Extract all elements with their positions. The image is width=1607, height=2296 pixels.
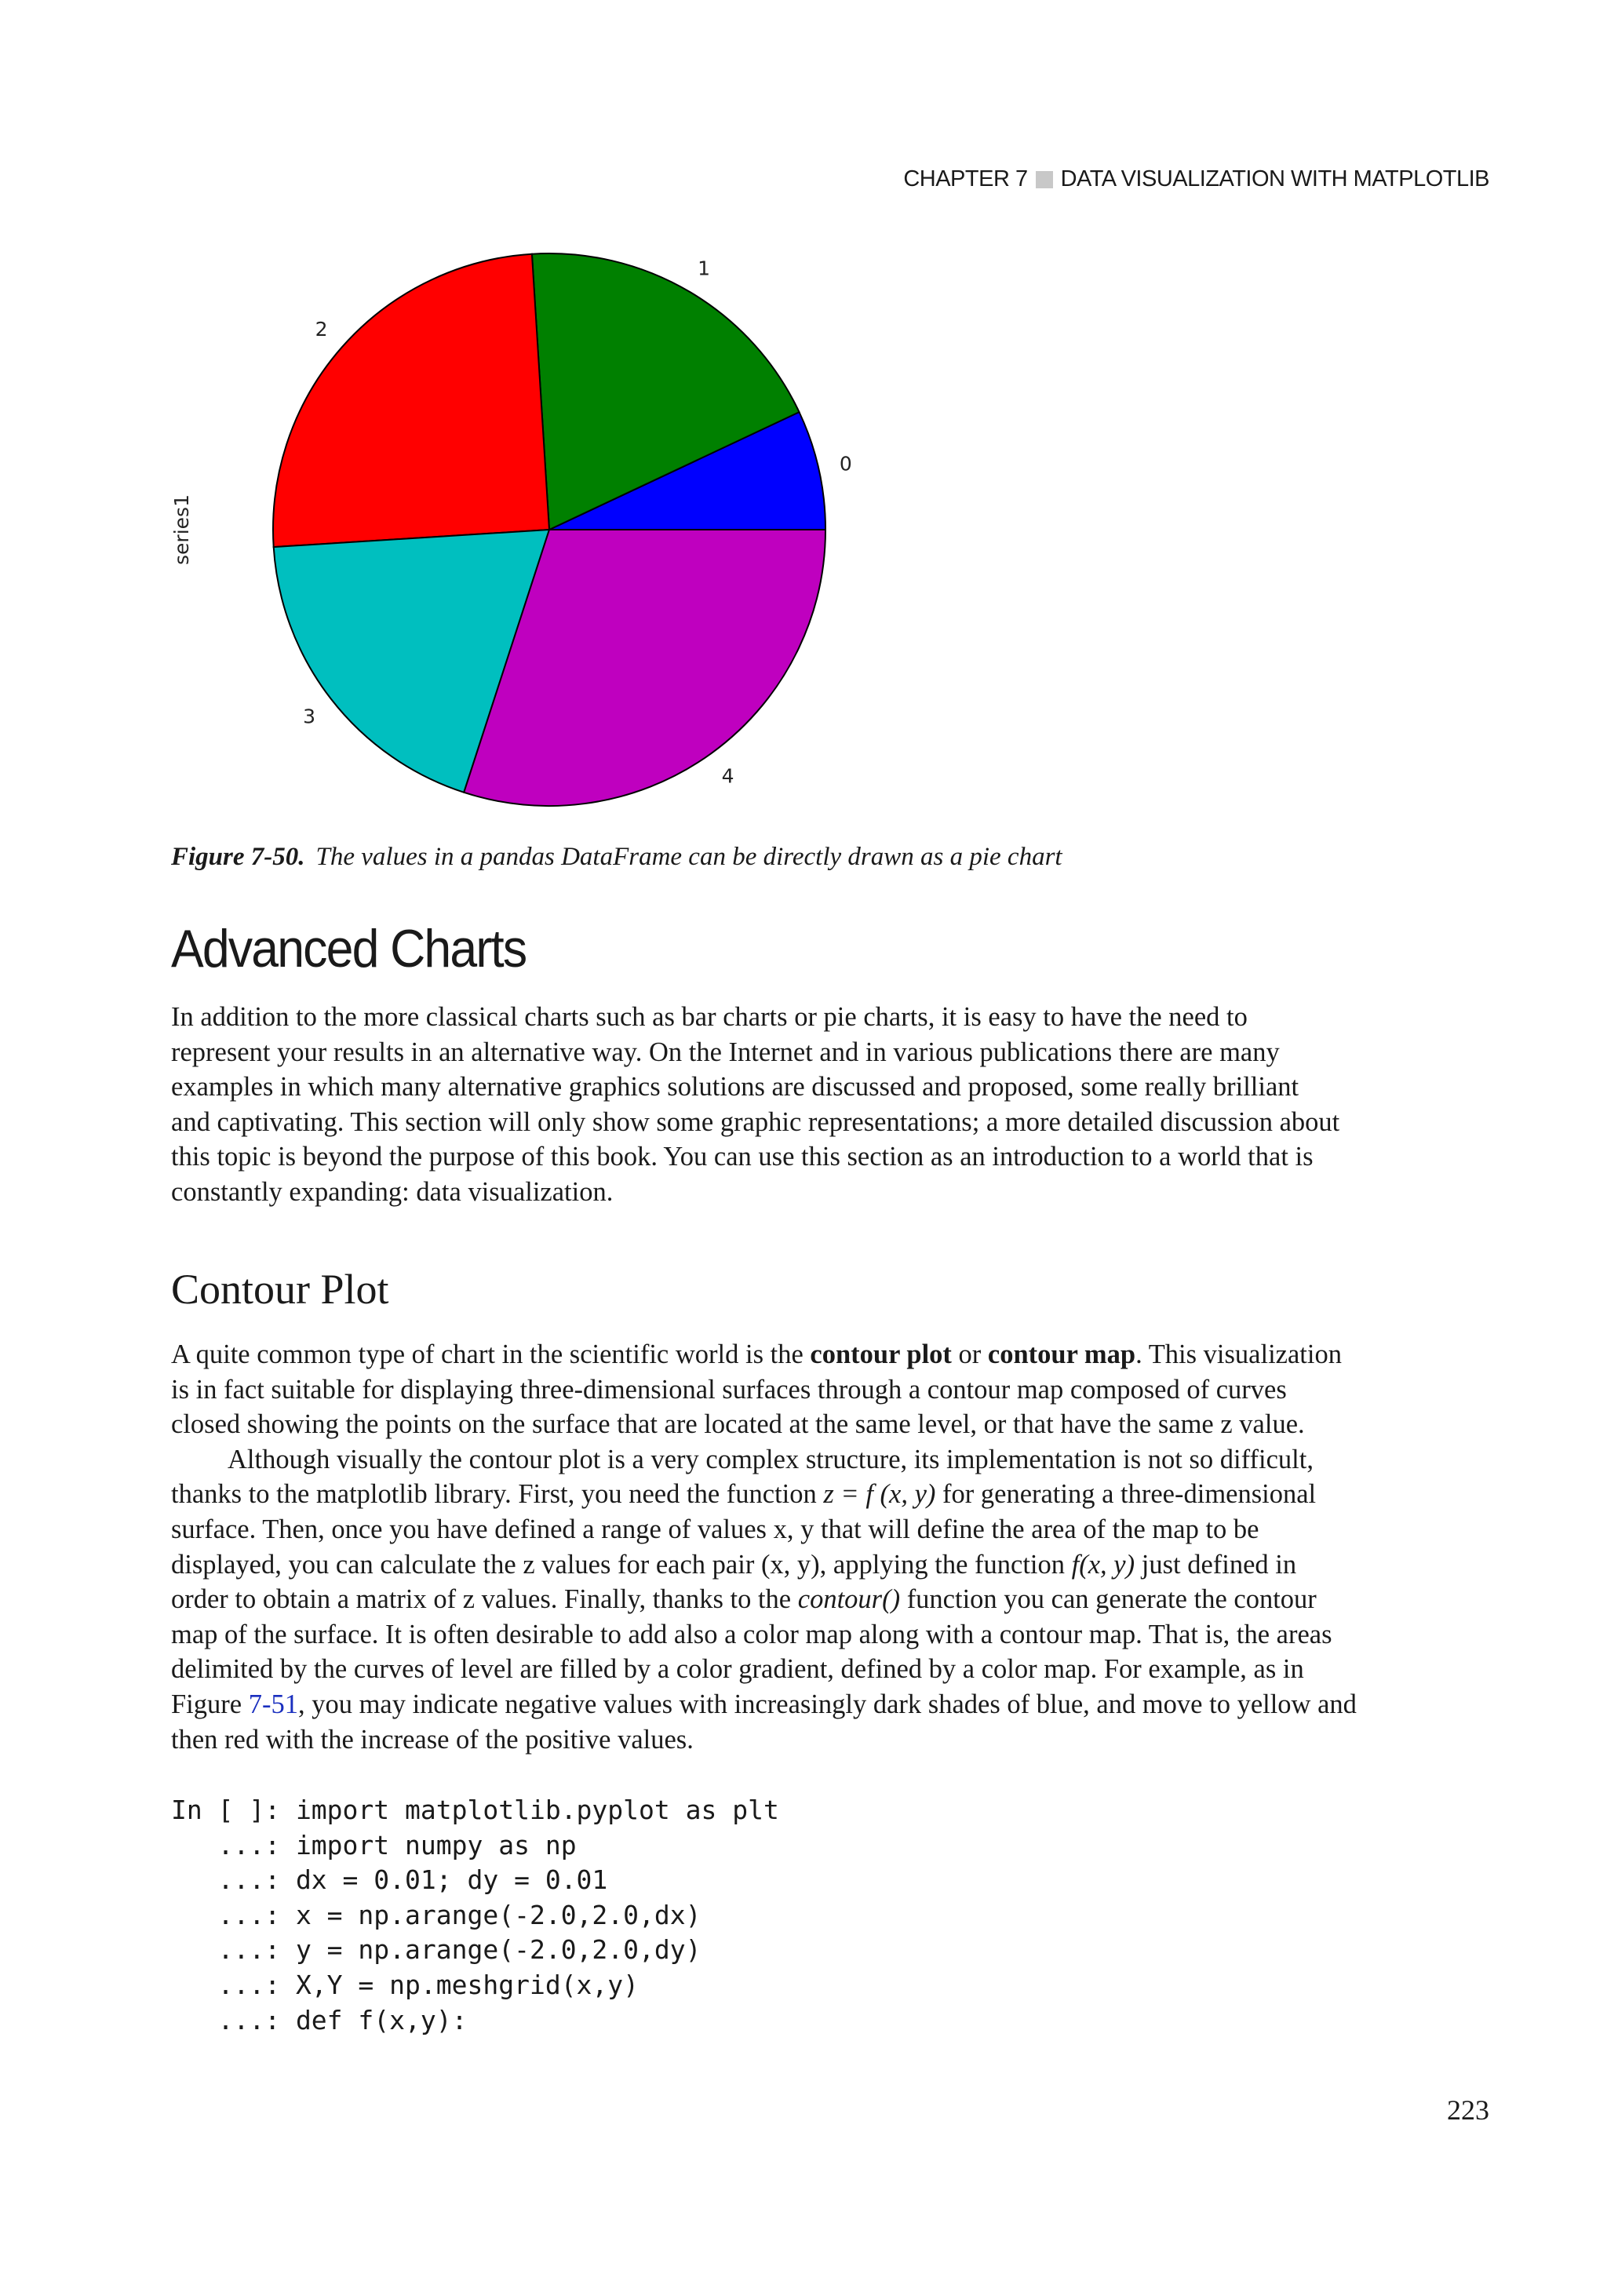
pie-label-3: 3: [303, 705, 316, 728]
function-contour: contour(): [797, 1584, 901, 1615]
contour-line: Although visually the contour plot is a very complex structure, its implementation is not so difficult,: [228, 1444, 1314, 1474]
pie-label-2: 2: [315, 317, 328, 341]
contour-line: delimited by the curves of level are filled by a color gradient, defined by a color map. For example, as in: [171, 1654, 1304, 1685]
text-run: Figure: [171, 1689, 249, 1719]
contour-line: [171, 1582, 1505, 1617]
text-run: . This visualization: [1135, 1339, 1342, 1369]
text-run: or: [951, 1339, 988, 1369]
running-head: [903, 166, 1489, 192]
code-line: ...: y = np.arange(-2.0,2.0,dy): [171, 1934, 701, 1966]
figure-link[interactable]: 7-51: [248, 1689, 298, 1719]
intro-line: represent your results in an alternative way. On the Internet and in various publications there are many: [171, 1037, 1280, 1067]
subsection-title: Contour Plot: [171, 1266, 389, 1313]
text-run: for generating a three-dimensional: [935, 1479, 1317, 1510]
intro-line: this topic is beyond the purpose of this book. You can use this section as an introduction to a world that is: [171, 1142, 1314, 1172]
chapter-label: CHAPTER 7: [903, 166, 1028, 191]
contour-line: map of the surface. It is often desirable to add also a color map along with a contour map. That is, the areas: [171, 1619, 1332, 1649]
code-line: ...: X,Y = np.meshgrid(x,y): [171, 1969, 640, 2000]
formula-f: f(x, y): [1071, 1549, 1135, 1580]
code-line: In [ ]: import matplotlib.pyplot as plt: [171, 1795, 779, 1825]
page-number: 223: [1447, 2094, 1489, 2126]
contour-line: [171, 1337, 1505, 1372]
contour-line: [171, 1547, 1505, 1583]
text-run: thanks to the matplotlib library. First, you need the function: [171, 1479, 824, 1510]
section-title: Advanced Charts: [171, 919, 527, 979]
text-run: order to obtain a matrix of z values. Finally, thanks to the: [171, 1584, 798, 1615]
pie-chart-figure: [169, 243, 859, 812]
intro-line: In addition to the more classical charts such as bar charts or pie charts, it is easy to have the need to: [171, 1002, 1248, 1032]
term-contour-plot: contour plot: [810, 1339, 952, 1369]
intro-line: examples in which many alternative graphics solutions are discussed and proposed, some really brilliant: [171, 1072, 1299, 1102]
intro-paragraph: [171, 1000, 1505, 1210]
code-listing: [171, 1793, 779, 2038]
y-axis-label: series1: [170, 494, 193, 565]
text-run: just defined in: [1135, 1549, 1297, 1580]
figure-label: Figure 7-50.: [171, 843, 305, 871]
term-contour-map: contour map: [987, 1339, 1136, 1369]
code-line: ...: x = np.arange(-2.0,2.0,dx): [171, 1899, 701, 1930]
intro-line: and captivating. This section will only show some graphic representations; a more detailed discussion about: [171, 1106, 1340, 1137]
pie-slices: [273, 253, 825, 806]
code-line: ...: def f(x,y):: [171, 2004, 468, 2035]
contour-line: then red with the increase of the positive values.: [171, 1724, 694, 1755]
code-line: ...: import numpy as np: [171, 1829, 577, 1860]
contour-line: [171, 1687, 1505, 1722]
contour-paragraph: [171, 1337, 1505, 1757]
text-run: displayed, you can calculate the z values for each pair (x, y), applying the function: [171, 1549, 1072, 1580]
figure-caption: [171, 843, 1062, 872]
contour-line: is in fact suitable for displaying three-dimensional surfaces through a contour map composed of curves: [171, 1374, 1287, 1405]
contour-line: [171, 1477, 1505, 1512]
code-line: ...: dx = 0.01; dy = 0.01: [171, 1864, 608, 1896]
pie-label-0: 0: [839, 452, 852, 476]
text-run: function you can generate the contour: [900, 1584, 1317, 1615]
intro-line: constantly expanding: data visualization.: [171, 1176, 614, 1207]
text-run: A quite common type of chart in the scientific world is the: [171, 1339, 811, 1369]
square-separator-icon: [1036, 171, 1053, 188]
pie-label-4: 4: [721, 764, 734, 788]
text-run: , you may indicate negative values with increasingly dark shades of blue, and move to yellow and: [297, 1689, 1357, 1719]
chapter-title: DATA VISUALIZATION WITH MATPLOTLIB: [1060, 166, 1489, 191]
pie-label-1: 1: [698, 257, 711, 280]
formula-z: z = f (x, y): [823, 1479, 936, 1510]
contour-line: closed showing the points on the surface that are located at the same level, or that have the same z value.: [171, 1409, 1305, 1440]
figure-caption-text: The values in a pandas DataFrame can be directly drawn as a pie chart: [315, 843, 1062, 871]
contour-line: surface. Then, once you have defined a range of values x, y that will define the area of the map to be: [171, 1514, 1259, 1544]
